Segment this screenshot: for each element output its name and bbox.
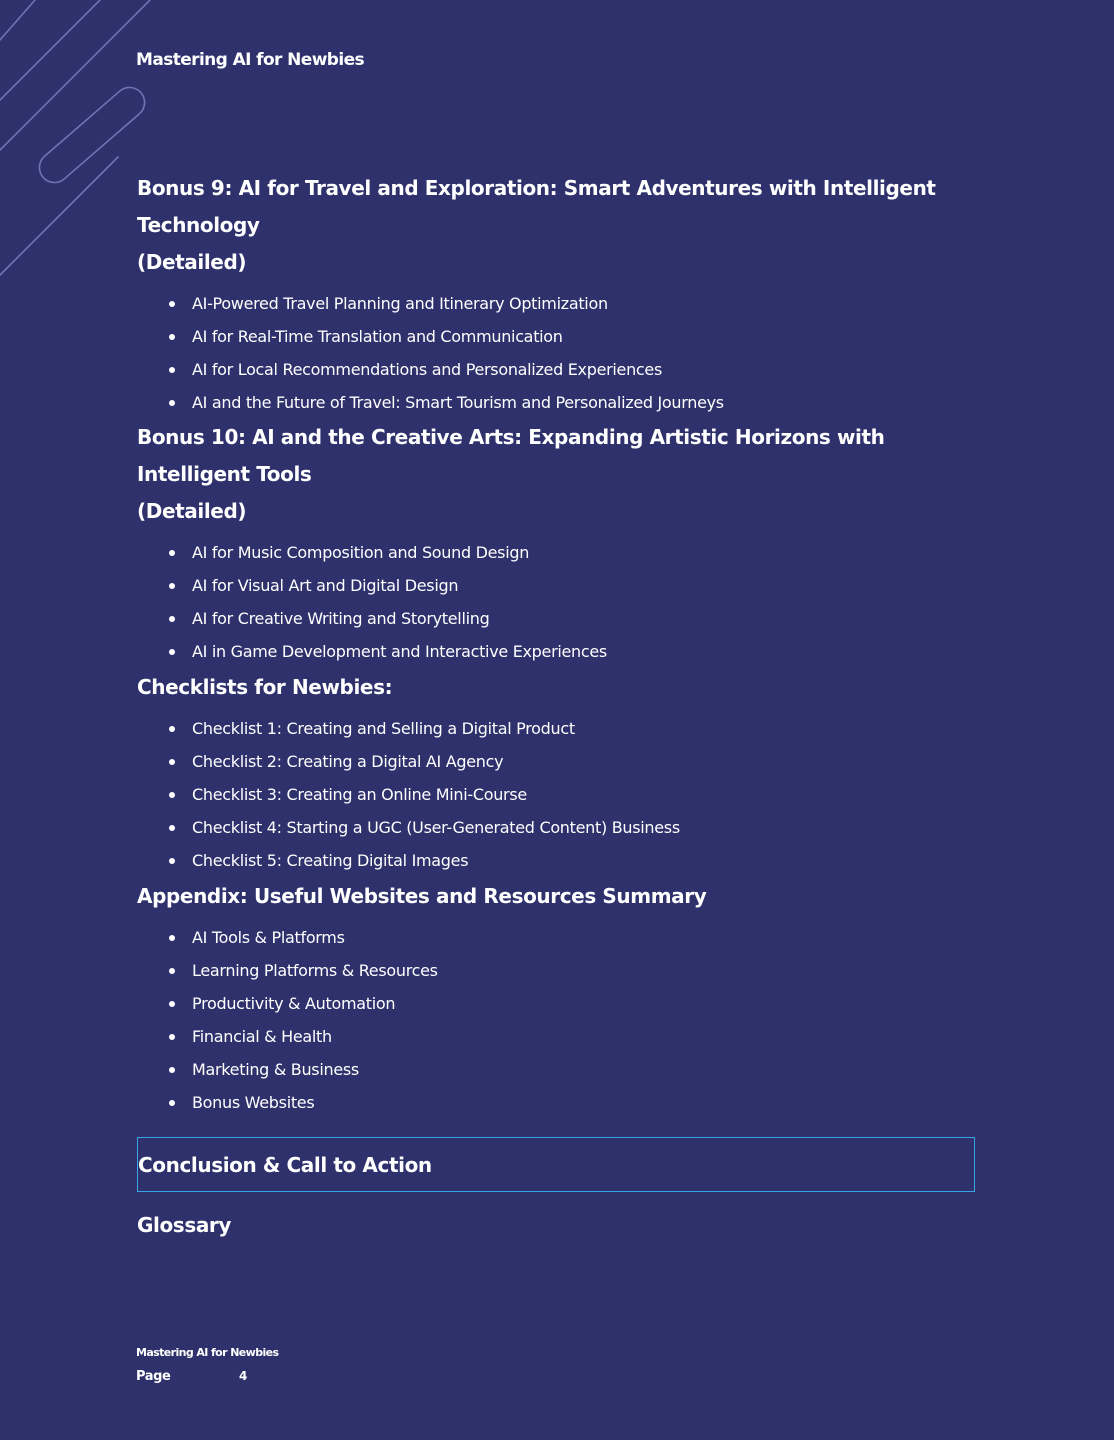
page-number: 4 [239,1369,247,1383]
list-item: Marketing & Business [137,1053,977,1086]
footer-page-number [136,1369,278,1384]
section-bonus-10 [137,419,977,668]
list-item: Checklist 1: Creating and Selling a Digital Product [137,712,977,745]
glossary-heading: Glossary [137,1213,232,1237]
section-heading-line2: (Detailed) [137,250,247,274]
conclusion-heading: Conclusion & Call to Action [138,1152,432,1177]
list-item: AI-Powered Travel Planning and Itinerary Optimization [137,287,977,320]
list-item: Financial & Health [137,1020,977,1053]
list-item: AI for Local Recommendations and Personalized Experiences [137,353,977,386]
list-item: Productivity & Automation [137,987,977,1020]
list-item: AI for Real-Time Translation and Communication [137,320,977,353]
bullet-list [137,536,977,668]
section-heading [137,419,977,530]
list-item: Bonus Websites [137,1086,977,1119]
bullet-list [137,712,977,877]
page-footer [136,1346,278,1384]
bullet-list [137,287,977,419]
section-bonus-9 [137,170,977,419]
section-appendix [137,877,977,1119]
section-heading-line1: Bonus 9: AI for Travel and Exploration: Smart Adventures with Intelligent Technology [137,176,936,237]
footer-title: Mastering AI for Newbies [136,1346,279,1359]
section-heading-line2: (Detailed) [137,499,247,523]
table-of-contents [137,170,977,1244]
list-item: AI for Creative Writing and Storytelling [137,602,977,635]
list-item: Checklist 2: Creating a Digital AI Agency [137,745,977,778]
list-item: AI for Visual Art and Digital Design [137,569,977,602]
list-item: Checklist 3: Creating an Online Mini-Course [137,778,977,811]
list-item: AI for Music Composition and Sound Design [137,536,977,569]
bullet-list [137,921,977,1119]
list-item: Checklist 5: Creating Digital Images [137,844,977,877]
list-item: Learning Platforms & Resources [137,954,977,987]
section-heading-line1: Bonus 10: AI and the Creative Arts: Expanding Artistic Horizons with Intelligent Tools [137,425,885,486]
section-heading: Appendix: Useful Websites and Resources Summary [137,884,707,908]
page-label: Page [136,1369,171,1384]
list-item: Checklist 4: Starting a UGC (User-Generated Content) Business [137,811,977,844]
section-heading [137,170,977,281]
list-item: AI and the Future of Travel: Smart Tourism and Personalized Journeys [137,386,977,419]
section-heading: Checklists for Newbies: [137,675,393,699]
section-checklists [137,668,977,877]
running-header-title: Mastering AI for Newbies [136,50,365,70]
conclusion-heading-box[interactable] [137,1137,975,1192]
list-item: AI Tools & Platforms [137,921,977,954]
list-item: AI in Game Development and Interactive Experiences [137,635,977,668]
